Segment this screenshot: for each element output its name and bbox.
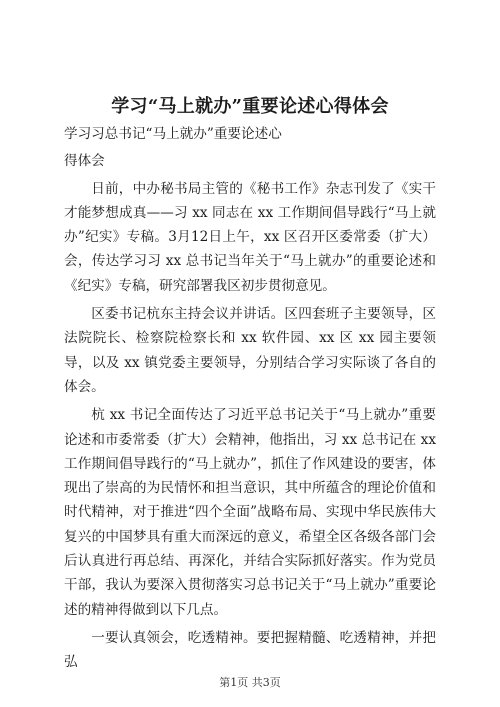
body-paragraph: 日前，中办秘书局主管的《秘书工作》杂志刊发了《实干才能梦想成真——习 xx 同志在 xx 工作期间倡导践行“马上就办”纪实》专稿。3月12日上午，xx 区召开区委常委（扩大）会，传达学习习 xx 总书记当年关于“马上就办”的重要论述和《纪实》专稿，研究部署我区初步贯彻意见。 <box>64 180 436 294</box>
body-paragraph: 区委书记杭东主持会议并讲话。区四套班子主要领导，区法院院长、检察院检察长和 xx 软件园、xx 区 xx 园主要领导，以及 xx 镇党委主要领导，分别结合学习实际谈了各自的体会。 <box>64 306 436 395</box>
body-paragraph: 杭 xx 书记全面传达了习近平总书记关于“马上就办”重要论述和市委常委（扩大）会精神，他指出，习 xx 总书记在 xx 工作期间倡导践行的“马上就办”，抓住了作风建设的要害，体现出了崇高的为民情怀和担当意识，其中所蕴含的理论价值和时代精神，对于推进“四个全面”战略布局、实现中华民族伟大复兴的中国梦具有重大而深远的意义，希望全区各级各部门会后认真进行再总结、再深化，并结合实际抓好落实。作为党员干部，我认为要深入贯彻落实习总书记关于“马上就办”重要论述的精神得做到以下几点。 <box>64 407 436 618</box>
body-paragraph: 一要认真领会，吃透精神。要把握精髓、吃透精神，并把弘 <box>64 629 436 671</box>
subtitle-line: 得体会 <box>64 153 105 170</box>
document-body <box>64 122 436 679</box>
document-title: 学习“马上就办”重要论述心得体会 <box>111 96 389 117</box>
page-footer: 第1页 共3页 <box>219 676 281 689</box>
subtitle-line: 学习习总书记“马上就办”重要论述心 <box>64 126 282 142</box>
